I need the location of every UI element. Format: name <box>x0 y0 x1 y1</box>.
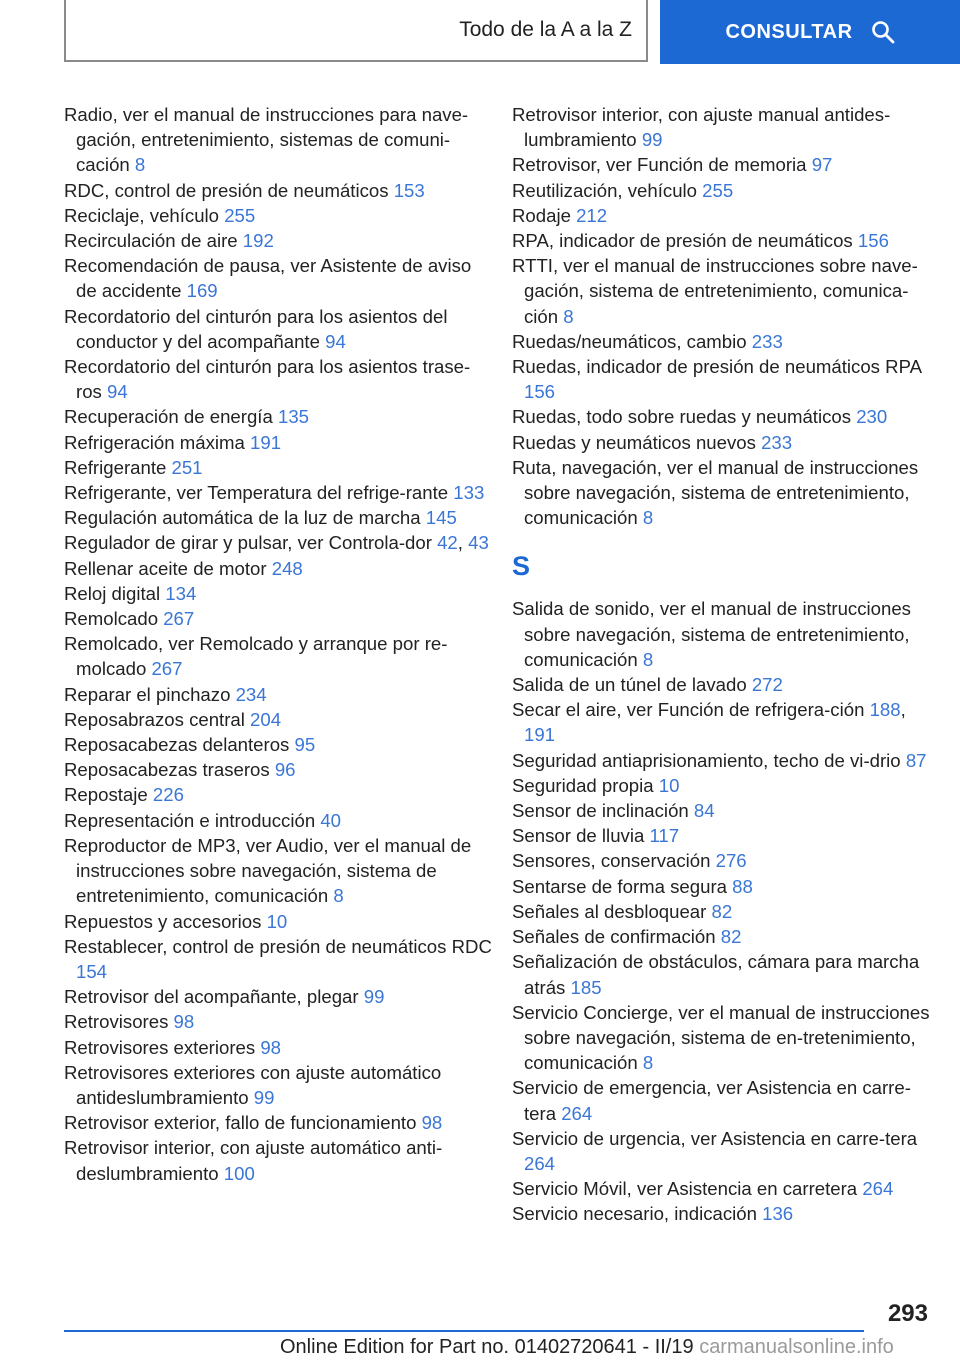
index-entry <box>64 808 494 833</box>
index-entry-text: Servicio necesario, indicación <box>512 1203 763 1225</box>
index-entry-text: Ruedas, todo sobre ruedas y neumáticos <box>512 406 857 428</box>
page-link[interactable]: 96 <box>274 759 296 781</box>
index-entry <box>64 606 494 631</box>
page-link[interactable]: 226 <box>152 784 184 806</box>
index-entry <box>64 984 494 1009</box>
index-list-r <box>512 102 932 530</box>
index-entry <box>512 899 932 924</box>
page-link[interactable]: 145 <box>425 507 457 529</box>
page-link[interactable]: 230 <box>856 406 888 428</box>
footer <box>280 1336 894 1359</box>
index-entry <box>512 949 932 999</box>
footer-watermark: carmanualsonline.info <box>699 1336 894 1358</box>
page-link[interactable]: 42 <box>437 532 458 554</box>
page-link[interactable]: 156 <box>857 230 889 252</box>
page-link[interactable]: 95 <box>294 734 316 756</box>
index-entry <box>512 430 932 455</box>
index-entry <box>64 556 494 581</box>
page-link[interactable]: 234 <box>235 683 267 705</box>
page-link[interactable]: 192 <box>242 230 274 252</box>
index-entry-text: Retrovisores exteriores <box>64 1036 261 1058</box>
page-link[interactable]: 98 <box>421 1112 443 1134</box>
page-link[interactable]: 267 <box>163 608 195 630</box>
page-link[interactable]: 153 <box>393 179 425 201</box>
index-entry <box>512 1075 932 1125</box>
page-link[interactable]: 8 <box>333 885 344 907</box>
index-entry-text: Recuperación de energía <box>64 406 278 428</box>
footer-divider <box>64 1330 864 1332</box>
index-entry-text: Reproductor de MP3, ver Audio, ver el manual de instrucciones sobre navegación, sistema de entretenimiento, comunicación <box>64 834 472 907</box>
page-link[interactable]: 97 <box>811 154 833 176</box>
index-entry: Secar el aire, ver Función de refrigera‐ción 188, 191 <box>512 699 906 746</box>
index-entry <box>64 631 494 681</box>
index-entry <box>512 798 932 823</box>
index-entry <box>64 757 494 782</box>
index-entry <box>64 1060 494 1110</box>
page-link[interactable]: 43 <box>468 532 489 554</box>
index-entry-text: Sensor de inclinación <box>512 800 694 822</box>
index-entry-text: Salida de sonido, ver el manual de instrucciones sobre navegación, sistema de entretenimiento, comunicación <box>512 598 911 670</box>
index-entry-text: Servicio Concierge, ver el manual de instrucciones sobre navegación, sistema de en‐tretenimiento, comunicación <box>512 1001 930 1074</box>
page-link[interactable]: 264 <box>862 1178 894 1200</box>
page-link[interactable]: 94 <box>325 330 346 352</box>
index-entry-text: Ruedas, indicador de presión de neumáticos RPA <box>512 356 921 378</box>
index-entry-text: Recordatorio del cinturón para los asientos trase‐ros <box>64 356 471 403</box>
index-entry <box>512 596 932 672</box>
page-link[interactable]: 134 <box>165 582 197 604</box>
page-link[interactable]: 169 <box>186 280 218 302</box>
index-column-right <box>512 102 932 1227</box>
page-link[interactable]: 88 <box>732 875 753 897</box>
index-entry-text: Retrovisor exterior, fallo de funcionamiento <box>64 1112 422 1134</box>
page-number: 293 <box>887 1300 928 1327</box>
search-tab-label: CONSULTAR <box>725 20 853 43</box>
page-link[interactable]: 10 <box>658 774 680 796</box>
page-link[interactable]: 10 <box>266 910 288 932</box>
footer-edition: Online Edition for Part no. 01402720641 - II/19 <box>280 1336 694 1358</box>
index-entry-text: Representación e introducción <box>64 809 321 831</box>
page-link[interactable]: 156 <box>524 381 556 403</box>
index-entry <box>512 823 932 848</box>
index-entry <box>64 833 494 909</box>
index-entry <box>512 404 932 429</box>
index-entry-text: Repuestos y accesorios <box>64 910 267 932</box>
page-link[interactable]: 233 <box>751 330 783 352</box>
index-entry-text: Recomendación de pausa, ver Asistente de aviso de accidente <box>64 255 472 302</box>
index-entry-text: Salida de un túnel de lavado <box>512 674 752 696</box>
index-entry-text: Recirculación de aire <box>64 230 243 252</box>
index-entry <box>64 430 494 455</box>
index-entry <box>512 329 932 354</box>
index-entry-text: Reciclaje, vehículo <box>64 204 225 226</box>
index-entry-text: Retrovisores <box>64 1011 174 1033</box>
page-link[interactable]: 135 <box>277 406 310 428</box>
page-link[interactable]: 8 <box>134 154 146 176</box>
index-entry-text: Regulador de girar y pulsar, ver Controla‐dor <box>64 532 438 554</box>
index-entry <box>64 102 494 178</box>
index-entry <box>64 455 494 480</box>
index-entry <box>64 480 494 505</box>
page-link[interactable]: 255 <box>702 179 734 201</box>
index-entry <box>512 455 932 531</box>
index-entry <box>64 581 494 606</box>
index-entry <box>64 404 494 429</box>
page-link[interactable]: 212 <box>576 204 608 226</box>
index-list-s <box>512 596 932 1226</box>
page-link[interactable]: 267 <box>151 658 183 680</box>
index-entry-text: Retrovisor interior, con ajuste manual antides‐lumbramiento <box>512 104 891 151</box>
index-entry <box>512 102 932 152</box>
page-link[interactable]: 276 <box>715 850 747 872</box>
index-entry-text: Refrigerante <box>64 456 172 478</box>
index-entry-text: Retrovisor interior, con ajuste automático anti‐deslumbramiento <box>64 1137 443 1184</box>
index-entry <box>64 909 494 934</box>
index-entry <box>512 178 932 203</box>
page-link[interactable]: 136 <box>762 1203 794 1225</box>
index-entry-text: Remolcado, ver Remolcado y arranque por re‐molcado <box>64 633 448 680</box>
page-link[interactable]: 8 <box>642 507 654 529</box>
index-entry-text: Rellenar aceite de motor <box>64 557 272 579</box>
index-entry-text: Reutilización, vehículo <box>512 179 703 201</box>
page-link[interactable]: 264 <box>561 1102 593 1124</box>
page-link[interactable]: 99 <box>363 986 385 1008</box>
index-entry <box>64 505 494 530</box>
index-entry <box>512 152 932 177</box>
index-entry <box>64 1035 494 1060</box>
index-entry-text: Ruta, navegación, ver el manual de instrucciones sobre navegación, sistema de entretenimiento, comunicación <box>512 456 919 529</box>
index-entry-text: Ruedas/neumáticos, cambio <box>512 330 752 352</box>
page-link[interactable]: 8 <box>642 1052 654 1074</box>
page-link[interactable]: 94 <box>107 381 128 403</box>
index-entry-text: Servicio Móvil, ver Asistencia en carretera <box>512 1178 863 1200</box>
page-link[interactable]: 82 <box>711 900 733 922</box>
index-entry <box>64 707 494 732</box>
page-link[interactable]: 264 <box>524 1152 556 1174</box>
page-link[interactable]: 191 <box>524 724 556 746</box>
index-entry-text: RTTI, ver el manual de instrucciones sobre nave‐gación, sistema de entretenimiento, comunica‐ción <box>512 255 918 327</box>
page-link[interactable]: 248 <box>271 557 303 579</box>
page-link[interactable]: 98 <box>260 1036 282 1058</box>
index-entry-text: Sensores, conservación <box>512 850 716 872</box>
index-entry-text: RDC, control de presión de neumáticos <box>64 179 394 201</box>
index-entry-text: Retrovisor, ver Función de memoria <box>512 154 812 176</box>
page-link[interactable]: 117 <box>649 825 680 847</box>
index-entry <box>64 228 494 253</box>
index-entry-text: RPA, indicador de presión de neumáticos <box>512 230 858 252</box>
index-entry <box>64 782 494 807</box>
page-link[interactable]: 8 <box>642 648 654 670</box>
index-entry-text: Señales al desbloquear <box>512 900 712 922</box>
page-link[interactable]: 84 <box>693 800 715 822</box>
page-link[interactable]: 133 <box>453 482 485 504</box>
top-navigation <box>0 0 960 66</box>
index-entry <box>64 682 494 707</box>
index-entry-text: Retrovisores exteriores con ajuste automático antideslumbramiento <box>64 1061 442 1108</box>
index-entry-text: Rodaje <box>512 204 577 226</box>
index-entry-text: Restablecer, control de presión de neumáticos RDC <box>64 935 492 957</box>
page-link[interactable]: 233 <box>761 431 793 453</box>
page-link[interactable]: 188 <box>869 699 901 721</box>
section-letter: S <box>512 551 531 582</box>
page-link[interactable]: 82 <box>720 926 742 948</box>
index-entry-text: Seguridad propia <box>512 774 659 796</box>
index-entry <box>512 203 932 228</box>
index-entry <box>64 732 494 757</box>
index-entry <box>512 253 932 329</box>
index-entry-text: Reposacabezas traseros <box>64 759 275 781</box>
page-link[interactable]: 251 <box>171 456 203 478</box>
index-entry-text: Reloj digital <box>64 582 166 604</box>
page-link[interactable]: 40 <box>320 809 342 831</box>
index-entry-text: Repostaje <box>64 784 153 806</box>
index-entry-text: Servicio de emergencia, ver Asistencia en carre‐tera <box>512 1077 911 1124</box>
index-entry-text: Regulación automática de la luz de marcha <box>64 507 426 529</box>
index-entry-text: Señales de confirmación <box>512 926 721 948</box>
index-entry-text: Recordatorio del cinturón para los asientos del conductor y del acompañante <box>64 305 448 352</box>
index-entry <box>512 874 932 899</box>
index-entry-text: Refrigeración máxima <box>64 431 251 453</box>
index-entry-text: Sensor de lluvia <box>512 825 650 847</box>
index-entry <box>512 228 932 253</box>
index-entry-text: Reposacabezas delanteros <box>64 734 295 756</box>
index-column-left <box>64 102 494 1186</box>
page-link[interactable]: 98 <box>173 1011 195 1033</box>
index-entry <box>512 848 932 873</box>
index-entry-text: Reparar el pinchazo <box>64 683 236 705</box>
page-link[interactable]: 191 <box>250 431 282 453</box>
index-entry <box>512 672 932 697</box>
page-link[interactable]: 204 <box>250 708 282 730</box>
page-link[interactable]: 255 <box>224 204 256 226</box>
page-link[interactable]: 100 <box>223 1162 255 1184</box>
index-entry <box>512 1176 932 1201</box>
index-entry <box>64 304 494 354</box>
page-link[interactable]: 99 <box>641 129 663 151</box>
index-entry-text: Seguridad antiaprisionamiento, techo de vi‐drio <box>512 749 906 771</box>
index-entry: Regulador de girar y pulsar, ver Controla‐dor 42, 43 <box>64 532 489 554</box>
index-entry-text: Secar el aire, ver Función de refrigera‐ción <box>512 699 870 721</box>
index-tab[interactable] <box>64 0 648 62</box>
index-entry <box>64 253 494 303</box>
index-tab-label: Todo de la A a la Z <box>459 18 632 41</box>
index-entry <box>64 354 494 404</box>
search-tab[interactable] <box>660 0 960 64</box>
search-icon <box>871 20 895 44</box>
index-entry <box>64 178 494 203</box>
index-entry <box>512 748 932 773</box>
index-entry-text: Remolcado <box>64 608 164 630</box>
index-entry <box>64 203 494 228</box>
index-entry <box>512 924 932 949</box>
index-entry-text: Servicio de urgencia, ver Asistencia en carre‐tera <box>512 1127 918 1149</box>
index-entry <box>64 1009 494 1034</box>
index-entry-text: Radio, ver el manual de instrucciones para nave‐gación, entretenimiento, sistemas de comuni‐cación <box>64 104 469 176</box>
index-entry <box>512 1126 932 1176</box>
index-entry <box>64 934 494 984</box>
index-entry <box>64 1110 494 1135</box>
index-entry-text: Reposabrazos central <box>64 708 251 730</box>
page-link[interactable]: 185 <box>570 976 602 998</box>
index-entry <box>512 1000 932 1076</box>
index-entry <box>512 1201 932 1226</box>
index-entry-text: Retrovisor del acompañante, plegar <box>64 986 364 1008</box>
page-link[interactable]: 154 <box>76 960 108 982</box>
index-entry-text: Señalización de obstáculos, cámara para marcha atrás <box>512 951 920 998</box>
page-link[interactable]: 272 <box>751 674 783 696</box>
index-entry <box>512 354 932 404</box>
page-link[interactable]: 8 <box>563 305 574 327</box>
index-entry-text: Sentarse de forma segura <box>512 875 733 897</box>
page-link[interactable]: 87 <box>905 749 927 771</box>
index-entry <box>512 773 932 798</box>
index-entry-text: Refrigerante, ver Temperatura del refrige‐rante <box>64 482 454 504</box>
index-entry-text: Ruedas y neumáticos nuevos <box>512 431 762 453</box>
index-entry <box>64 1135 494 1185</box>
page-link[interactable]: 99 <box>253 1086 275 1108</box>
